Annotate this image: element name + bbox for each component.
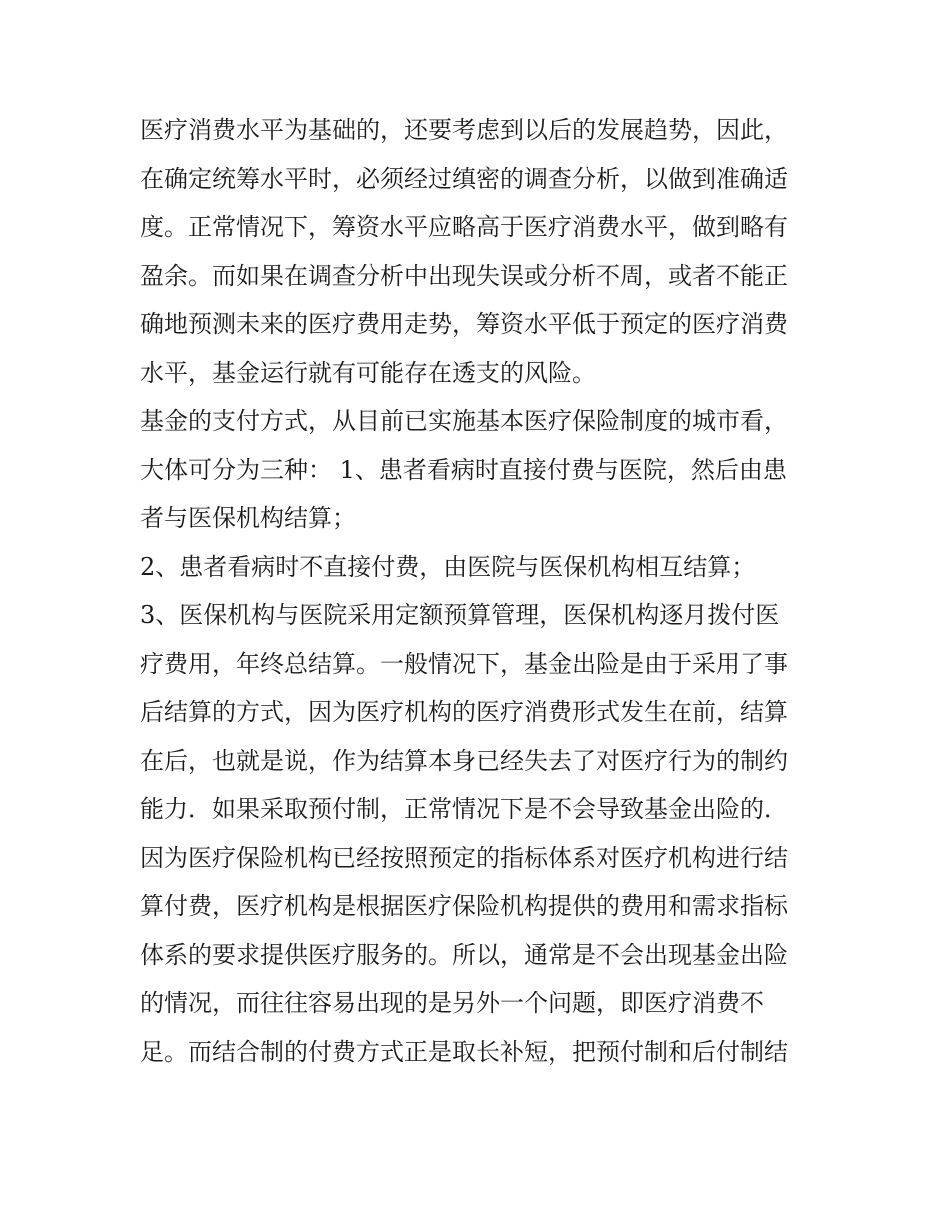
text-line: 者与医保机构结算； [140, 504, 356, 532]
text-line: 2、患者看病时不直接付费，由医院与医保机构相互结算； [140, 552, 756, 581]
text-line: 在后，也就是说，作为结算本身已经失去了对医疗行为的制约 [140, 746, 788, 775]
text-line: 医疗消费水平为基础的，还要考虑到以后的发展趋势，因此， [140, 116, 788, 144]
text-line: 的情况，而往往容易出现的是另外一个问题，即医疗消费不 [140, 989, 764, 1017]
text-line: 体系的要求提供医疗服务的。所以，通常是不会出现基金出险 [140, 940, 788, 969]
text-line: 能力．如果采取预付制，正常情况下是不会导致基金出险的． [140, 795, 788, 823]
text-line: 基金的支付方式，从目前已实施基本医疗保险制度的城市看， [140, 407, 788, 435]
text-line: 大体可分为三种： 1、患者看病时直接付费与医院，然后由患 [140, 455, 787, 484]
text-line: 3、医保机构与医院采用定额预算管理，医保机构逐月拨付医 [140, 601, 780, 629]
text-line: 在确定统筹水平时，必须经过缜密的调查分析，以做到准确适 [140, 164, 788, 193]
text-line: 度。正常情况下，筹资水平应略高于医疗消费水平，做到略有 [140, 213, 788, 241]
text-line: 水平，基金运行就有可能存在透支的风险。 [140, 358, 596, 387]
text-line: 足。而结合制的付费方式正是取长补短，把预付制和后付制结 [140, 1037, 788, 1066]
text-line: 后结算的方式，因为医疗机构的医疗消费形式发生在前，结算 [140, 698, 788, 726]
text-line: 确地预测未来的医疗费用走势，筹资水平低于预定的医疗消费 [140, 310, 788, 338]
text-line: 算付费，医疗机构是根据医疗保险机构提供的费用和需求指标 [140, 892, 788, 920]
text-line: 因为医疗保险机构已经按照预定的指标体系对医疗机构进行结 [140, 843, 788, 872]
text-line: 疗费用，年终总结算。一般情况下，基金出险是由于采用了事 [140, 649, 788, 678]
text-line: 盈余。而如果在调查分析中出现失误或分析不周，或者不能正 [140, 261, 788, 290]
body-text [140, 106, 820, 1076]
